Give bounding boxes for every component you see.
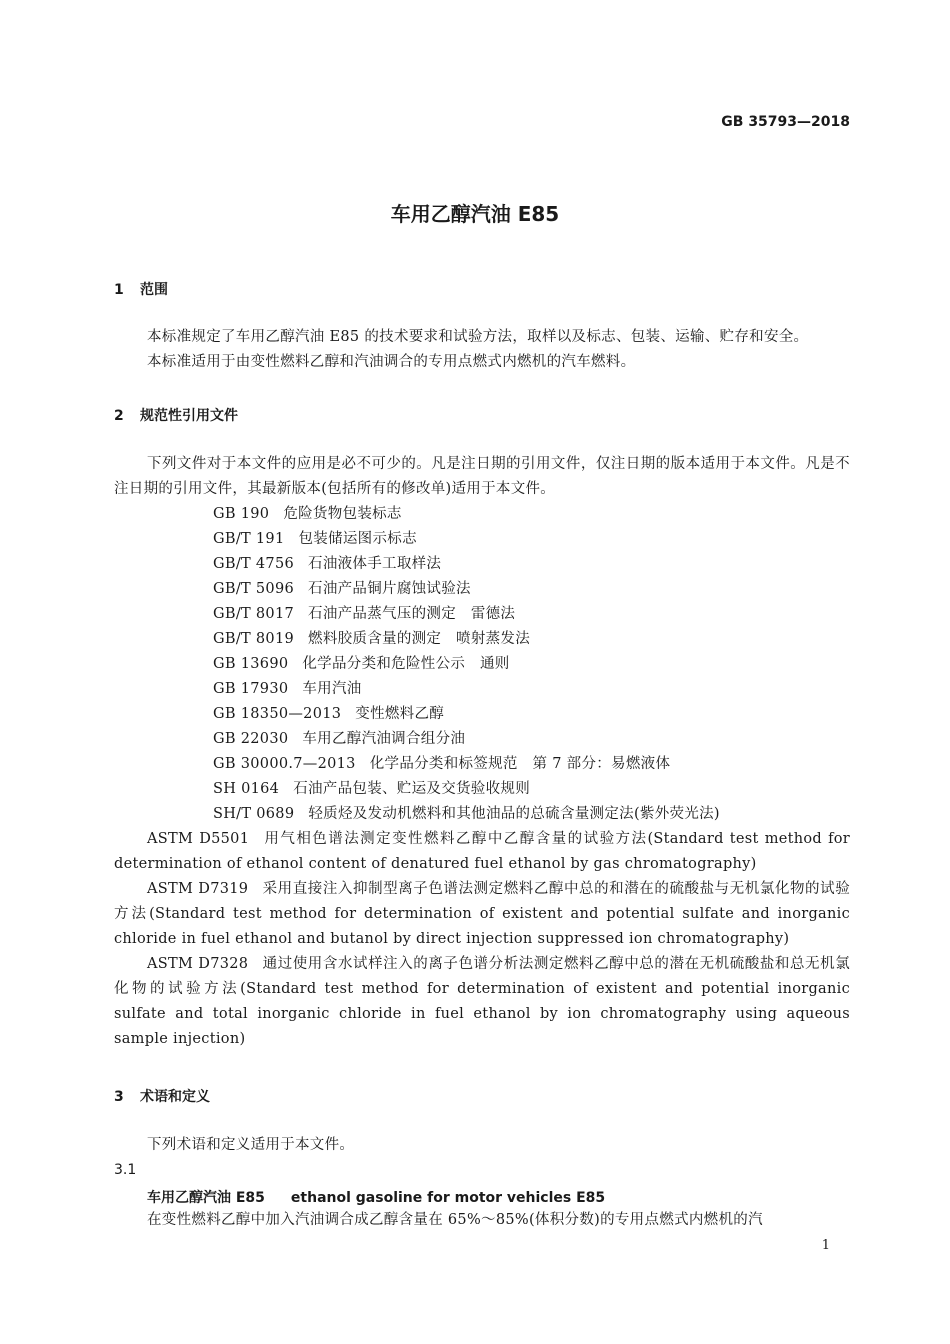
ref-title: 轻质烃及发动机燃料和其他油品的总硫含量测定法(紫外荧光法) xyxy=(308,806,720,822)
section-title: 规范性引用文件 xyxy=(140,408,238,424)
section-heading-scope xyxy=(114,279,168,299)
standard-number: GB 35793—2018 xyxy=(721,114,850,130)
ref-title: 石油产品铜片腐蚀试验法 xyxy=(308,581,471,597)
terms-intro-block xyxy=(114,1133,850,1158)
scope-paragraph: 本标准适用于由变性燃料乙醇和汽油调合的专用点燃式内燃机的汽车燃料。 xyxy=(147,354,636,370)
term-definition: 在变性燃料乙醇中加入汽油调合成乙醇含量在 65%～85%(体积分数)的专用点燃式内燃机的汽 xyxy=(147,1212,763,1228)
ref-title: 石油产品包装、贮运及交货验收规则 xyxy=(293,781,531,797)
ref-title: 用气相色谱法测定变性燃料乙醇中乙醇含量的试验方法(Standard test method for determination of ethanol content of denatured fuel ethanol by gas chromatography) xyxy=(114,831,851,872)
term-chinese: 车用乙醇汽油 E85 xyxy=(147,1190,265,1206)
ref-code: GB 22030 xyxy=(213,731,289,747)
ref-code: GB/T 191 xyxy=(213,531,285,547)
ref-item-astm xyxy=(114,827,850,877)
ref-item xyxy=(147,677,850,702)
ref-item xyxy=(147,577,850,602)
ref-item xyxy=(147,802,850,827)
ref-item xyxy=(147,527,850,552)
section-heading-terms xyxy=(114,1086,210,1106)
ref-item-astm xyxy=(114,952,850,1052)
ref-code: GB/T 5096 xyxy=(213,581,295,597)
ref-item xyxy=(147,727,850,752)
ref-title: 石油产品蒸气压的测定 雷德法 xyxy=(308,606,516,622)
ref-code: ASTM D7319 xyxy=(147,881,249,897)
section-number: 2 xyxy=(114,408,124,424)
ref-title: 变性燃料乙醇 xyxy=(355,706,445,722)
refs-list xyxy=(114,502,850,827)
ref-item xyxy=(147,552,850,577)
ref-code: GB 190 xyxy=(213,506,270,522)
ref-title: 化学品分类和危险性公示 通则 xyxy=(302,656,510,672)
ref-title: 石油液体手工取样法 xyxy=(308,556,442,572)
ref-item xyxy=(147,602,850,627)
term-number: 3.1 xyxy=(114,1162,137,1178)
ref-item xyxy=(147,752,850,777)
section-number: 3 xyxy=(114,1089,124,1105)
ref-code: GB 30000.7—2013 xyxy=(213,756,356,772)
ref-item-astm xyxy=(114,877,850,952)
term-english: ethanol gasoline for motor vehicles E85 xyxy=(290,1190,606,1206)
refs-body xyxy=(114,452,850,1052)
ref-item xyxy=(147,627,850,652)
ref-title: 包装储运图示标志 xyxy=(298,531,417,547)
document-title: 车用乙醇汽油 E85 xyxy=(390,202,560,226)
ref-title: 通过使用含水试样注入的离子色谱分析法测定燃料乙醇中总的潜在无机硫酸盐和总无机氯化物的试验方法(Standard test method for determination of existent and potential inorganic sulfate and total inorganic chloride in fuel ethanol by ion chromatography using aqueous sample injection) xyxy=(114,956,850,1047)
term-heading xyxy=(147,1187,605,1207)
ref-title: 采用直接注入抑制型离子色谱法测定燃料乙醇中总的和潜在的硫酸盐与无机氯化物的试验方法(Standard test method for determination of existent and potential sulfate and inorganic chloride in fuel ethanol and butanol by direct injection suppressed ion chromatography) xyxy=(114,881,850,947)
ref-code: GB 13690 xyxy=(213,656,289,672)
section-heading-refs xyxy=(114,405,238,425)
ref-code: ASTM D5501 xyxy=(147,831,250,847)
scope-body xyxy=(114,325,850,375)
refs-intro: 下列文件对于本文件的应用是必不可少的。凡是注日期的引用文件，仅注日期的版本适用于本文件。凡是不注日期的引用文件，其最新版本(包括所有的修改单)适用于本文件。 xyxy=(114,456,850,497)
ref-code: GB 17930 xyxy=(213,681,289,697)
ref-item xyxy=(147,702,850,727)
ref-code: ASTM D7328 xyxy=(147,956,249,972)
ref-title: 化学品分类和标签规范 第 7 部分：易燃液体 xyxy=(369,756,671,772)
ref-title: 危险货物包装标志 xyxy=(283,506,402,522)
ref-title: 车用乙醇汽油调合组分油 xyxy=(302,731,466,747)
ref-item xyxy=(147,652,850,677)
ref-item xyxy=(147,502,850,527)
terms-intro: 下列术语和定义适用于本文件。 xyxy=(147,1137,355,1153)
term-definition-block xyxy=(114,1208,850,1233)
ref-code: GB/T 8019 xyxy=(213,631,295,647)
ref-title: 燃料胶质含量的测定 喷射蒸发法 xyxy=(308,631,531,647)
ref-title: 车用汽油 xyxy=(302,681,362,697)
section-title: 范围 xyxy=(140,282,168,298)
ref-item xyxy=(147,777,850,802)
section-number: 1 xyxy=(114,282,124,298)
page-number: 1 xyxy=(821,1238,830,1253)
ref-code: SH 0164 xyxy=(213,781,280,797)
ref-code: GB 18350—2013 xyxy=(213,706,342,722)
scope-paragraph: 本标准规定了车用乙醇汽油 E85 的技术要求和试验方法，取样以及标志、包装、运输、贮存和安全。 xyxy=(147,329,809,345)
ref-code: GB/T 4756 xyxy=(213,556,295,572)
section-title: 术语和定义 xyxy=(140,1089,210,1105)
ref-code: SH/T 0689 xyxy=(213,806,295,822)
ref-code: GB/T 8017 xyxy=(213,606,295,622)
